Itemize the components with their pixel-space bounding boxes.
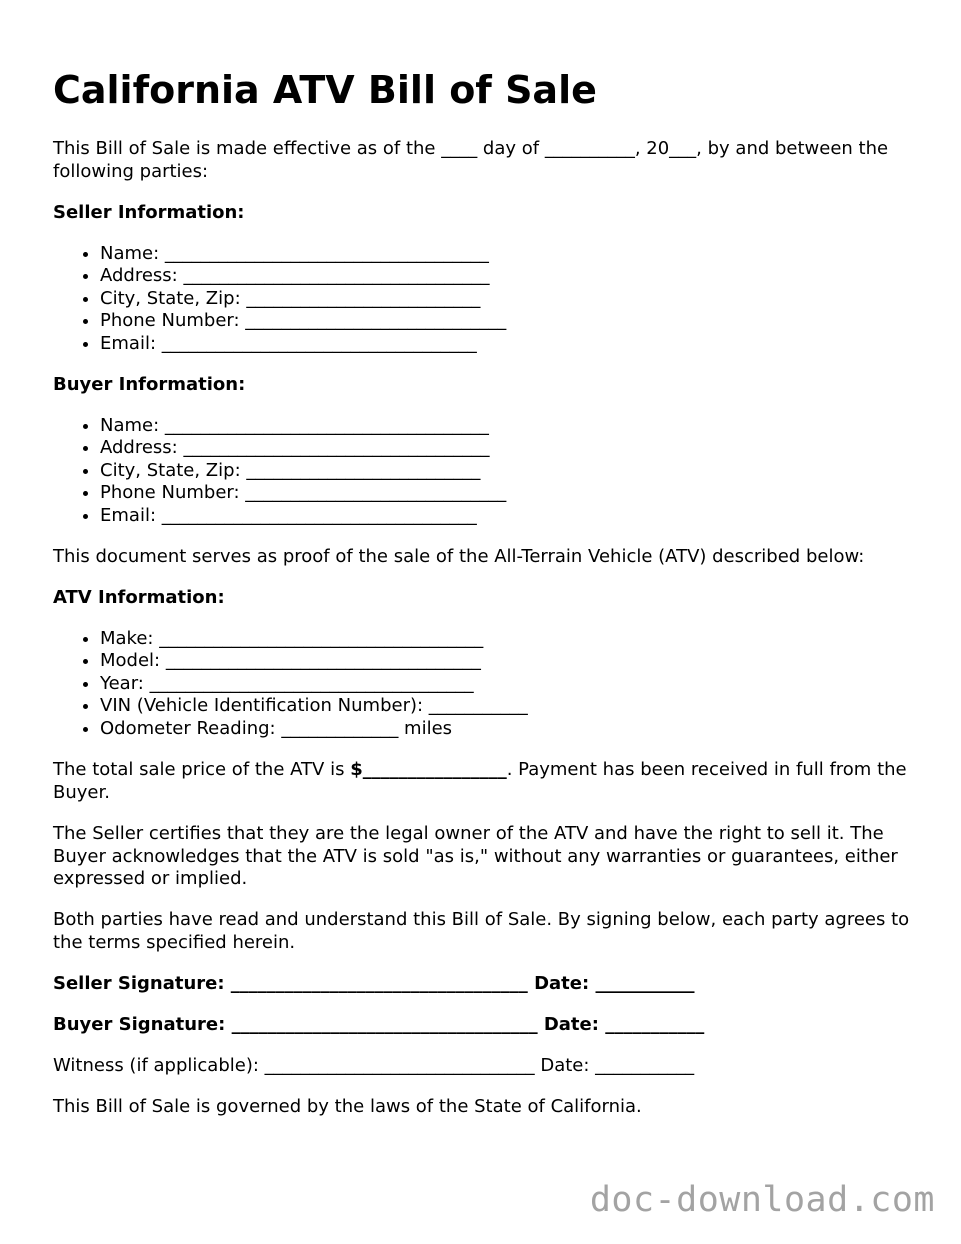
seller-city-state-zip-field: • City, State, Zip: __________________________ <box>100 288 506 310</box>
price-text-before: The total sale price of the ATV is <box>53 759 351 780</box>
proof-statement: This document serves as proof of the sale of the All-Terrain Vehicle (ATV) described below: <box>53 546 865 567</box>
atv-year-field: • Year: ____________________________________ <box>100 673 528 695</box>
buyer-name-field: • Name: ____________________________________ <box>100 415 506 437</box>
buyer-heading: Buyer Information: <box>53 374 246 395</box>
atv-fields <box>53 628 528 740</box>
seller-heading: Seller Information: <box>53 202 245 223</box>
buyer-signature-line: Buyer Signature: __________________________________ Date: ___________ <box>53 1014 705 1035</box>
atv-make-field: • Make: ____________________________________ <box>100 628 528 650</box>
seller-phone-field: • Phone Number: _____________________________ <box>100 310 506 332</box>
witness-signature-line: Witness (if applicable): ______________________________ Date: ___________ <box>53 1055 695 1076</box>
buyer-city-state-zip-field: • City, State, Zip: __________________________ <box>100 460 506 482</box>
watermark: doc-download.com <box>589 1180 935 1220</box>
price-text-after: . Payment has been received in full from the Buyer. <box>53 759 907 803</box>
governing-law-statement: This Bill of Sale is governed by the laws of the State of California. <box>53 1096 642 1117</box>
seller-address-field: • Address: __________________________________ <box>100 265 506 287</box>
document-title: California ATV Bill of Sale <box>53 68 597 112</box>
buyer-address-field: • Address: __________________________________ <box>100 437 506 459</box>
seller-name-field: • Name: ____________________________________ <box>100 243 506 265</box>
certification-paragraph: The Seller certifies that they are the legal owner of the ATV and have the right to sell it. The Buyer acknowledges that the ATV is sold "as is," without any warranties or guarantees, either expressed or implied. <box>53 823 898 889</box>
agreement-paragraph: Both parties have read and understand this Bill of Sale. By signing below, each party agrees to the terms specified herein. <box>53 909 910 953</box>
buyer-fields <box>53 415 506 527</box>
price-amount: $________________ <box>350 759 507 780</box>
price-paragraph <box>53 759 913 804</box>
seller-signature-line: Seller Signature: _________________________________ Date: ___________ <box>53 973 695 994</box>
atv-odometer-field: • Odometer Reading: _____________ miles <box>100 718 528 740</box>
atv-vin-field: • VIN (Vehicle Identification Number): ___________ <box>100 695 528 717</box>
atv-heading: ATV Information: <box>53 587 225 608</box>
intro-paragraph: This Bill of Sale is made effective as of the ____ day of __________, 20___, by and between the following parties: <box>53 138 889 182</box>
buyer-phone-field: • Phone Number: _____________________________ <box>100 482 506 504</box>
buyer-email-field: • Email: ___________________________________ <box>100 505 506 527</box>
atv-model-field: • Model: ___________________________________ <box>100 650 528 672</box>
seller-email-field: • Email: ___________________________________ <box>100 333 506 355</box>
seller-fields <box>53 243 506 355</box>
